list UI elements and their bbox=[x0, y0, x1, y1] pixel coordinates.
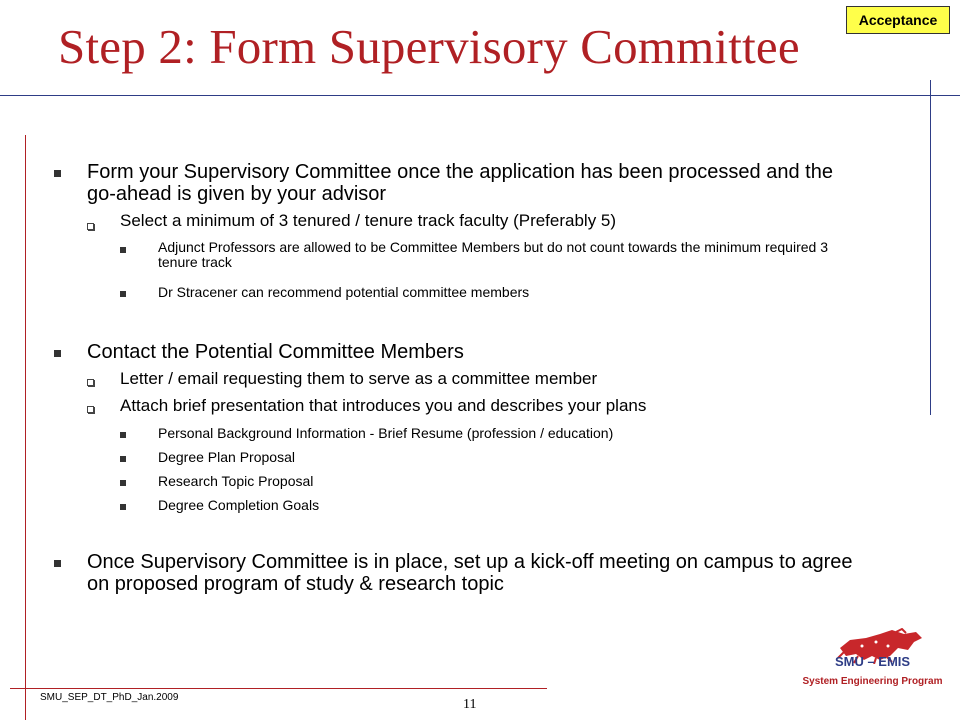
bullet-square-icon bbox=[120, 291, 126, 297]
bullet-level3-text: Personal Background Information - Brief Resume (profession / education) bbox=[158, 425, 614, 441]
bullet-level1-text: Once Supervisory Committee is in place, set up a kick-off meeting on campus to agree on proposed program of study & research topic bbox=[87, 551, 853, 595]
bullet-square-icon bbox=[120, 504, 126, 510]
bullet-checkbox-icon bbox=[87, 406, 94, 413]
brand-program: System Engineering Program bbox=[802, 676, 943, 687]
bullet-square-icon bbox=[120, 480, 126, 486]
left-rule bbox=[25, 135, 26, 720]
bullet-square-icon bbox=[120, 456, 126, 462]
bullet-square-icon bbox=[120, 432, 126, 438]
brand-name: SMU – EMIS bbox=[834, 654, 911, 669]
bullet-checkbox-icon bbox=[87, 379, 94, 386]
bullet-level2-text: Attach brief presentation that introduces you and describes your plans bbox=[120, 396, 647, 415]
bullet-level3-text: Research Topic Proposal bbox=[158, 473, 314, 489]
slide-title: Step 2: Form Supervisory Committee bbox=[58, 19, 800, 74]
bullet-square-icon bbox=[54, 170, 61, 177]
bullet-level1-text: Contact the Potential Committee Members bbox=[87, 341, 464, 363]
page-number: 11 bbox=[463, 697, 477, 712]
bullet-level3-text: Degree Plan Proposal bbox=[158, 449, 295, 465]
bullet-square-icon bbox=[120, 247, 126, 253]
right-rule bbox=[930, 80, 931, 415]
footer-doc-id: SMU_SEP_DT_PhD_Jan.2009 bbox=[40, 692, 179, 703]
bullet-level2-text: Letter / email requesting them to serve as a committee member bbox=[120, 369, 598, 388]
brand-block bbox=[790, 654, 955, 688]
bullet-level3-text: Dr Stracener can recommend potential committee members bbox=[158, 284, 530, 300]
bullet-square-icon bbox=[54, 350, 61, 357]
bullet-square-icon bbox=[54, 560, 61, 567]
bullet-checkbox-icon bbox=[87, 223, 94, 230]
title-rule bbox=[0, 95, 960, 96]
bullet-level2-text: Select a minimum of 3 tenured / tenure track faculty (Preferably 5) bbox=[120, 211, 617, 230]
footer-rule bbox=[10, 688, 547, 689]
bullet-level3-text: Adjunct Professors are allowed to be Committee Members but do not count towards the minimum required 3 tenure track bbox=[158, 239, 828, 270]
acceptance-badge: Acceptance bbox=[846, 6, 950, 34]
bullet-level1-text: Form your Supervisory Committee once the application has been processed and the go-ahead is given by your advisor bbox=[87, 161, 833, 205]
bullet-level3-text: Degree Completion Goals bbox=[158, 497, 320, 513]
